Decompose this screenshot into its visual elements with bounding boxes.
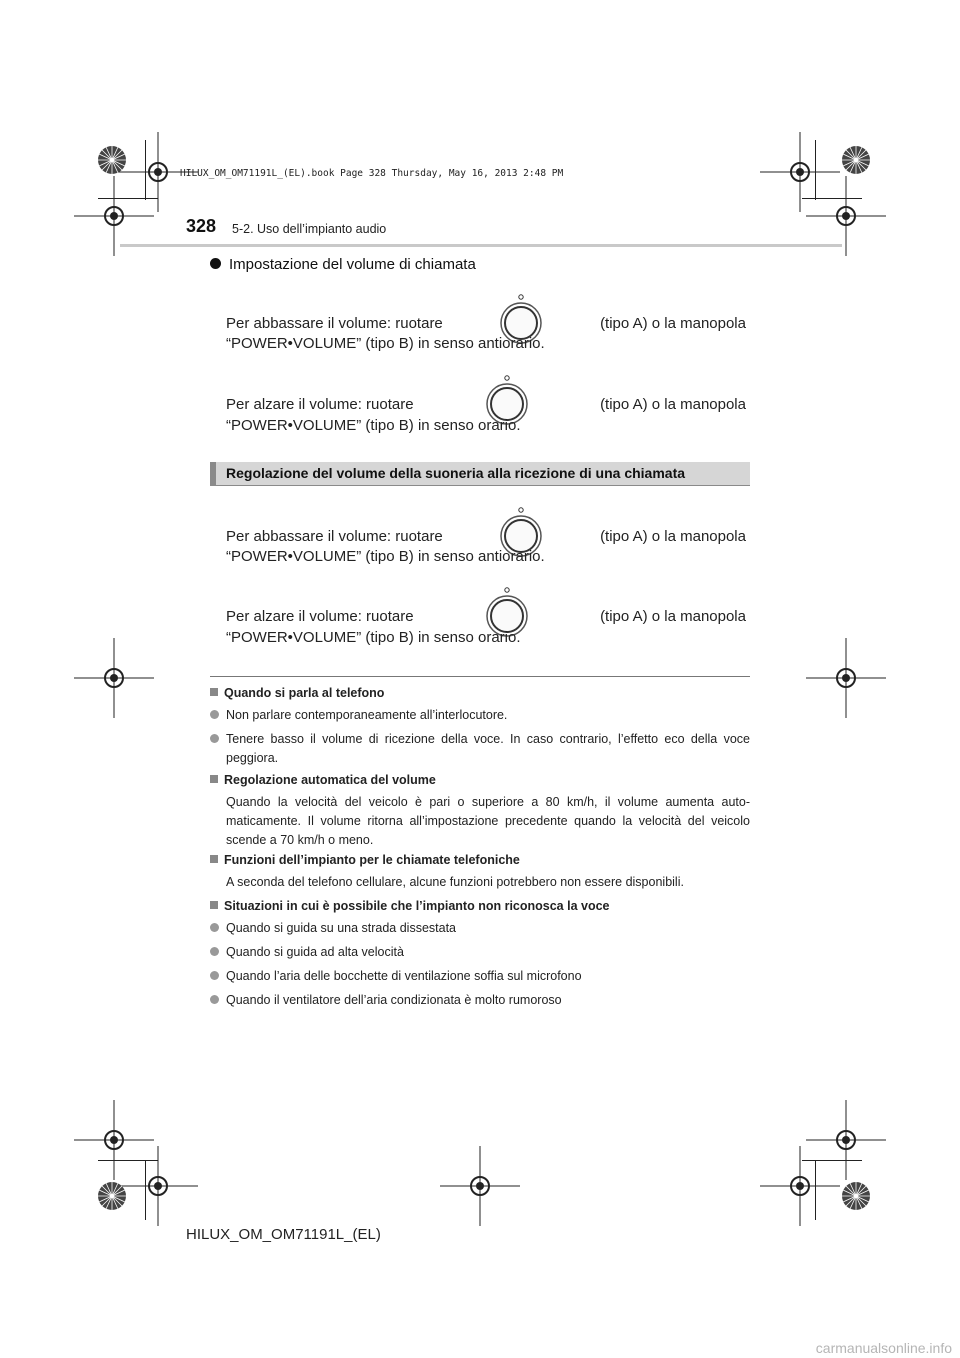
note-phone-call xyxy=(210,684,750,768)
square-bullet-icon xyxy=(210,688,218,696)
note-bullet: Quando si guida su una strada dissestata xyxy=(210,919,750,938)
note-auto-volume xyxy=(210,771,750,850)
ringtone-section-banner: Regolazione del volume della suoneria alla ricezione di una chiamata xyxy=(210,462,750,486)
note-heading: Quando si parla al telefono xyxy=(210,684,750,703)
star-target-icon xyxy=(97,145,127,175)
square-bullet-icon xyxy=(210,775,218,783)
bullet-icon xyxy=(210,971,219,980)
note-text: A seconda del telefono cellulare, alcune funzioni potrebbero non essere disponibili. xyxy=(226,875,684,889)
ring-lower-line2: “POWER•VOLUME” (tipo B) in senso antiorario. xyxy=(226,548,545,565)
square-bullet-icon xyxy=(210,901,218,909)
note-heading: Funzioni dell’impianto per le chiamate telefoniche xyxy=(210,851,750,870)
note-text: Quando la velocità del veicolo è pari o superiore a 80 km/h, il volume aumenta automaticamente. Il volume ritorna all’impostazione precedente quando la velocità del veicolo scende a 70 km/h o meno. xyxy=(226,795,750,847)
call-raise-line2: “POWER•VOLUME” (tipo B) in senso orario. xyxy=(226,417,521,434)
note-bullet: Quando l’aria delle bocchette di ventilazione soffia sul microfono xyxy=(210,967,750,986)
note-bullet: Tenere basso il volume di ricezione della voce. In caso contrario, l’effetto eco della voce peggiora. xyxy=(210,730,750,768)
watermark: carmanualsonline.info xyxy=(815,1340,952,1356)
call-lower-line: Per abbassare il volume: ruotare (tipo A) o la manopola xyxy=(226,303,746,343)
header-rule xyxy=(120,244,842,247)
page-number: 328 xyxy=(186,216,217,236)
note-voice-recognition xyxy=(210,897,750,1010)
note-bullet: Quando il ventilatore dell’aria condizionata è molto rumoroso xyxy=(210,991,750,1010)
star-target-icon xyxy=(97,1181,127,1211)
registration-mark-icon xyxy=(440,1146,520,1226)
call-volume-heading: Impostazione del volume di chiamata xyxy=(210,256,476,273)
bullet-icon xyxy=(210,710,219,719)
registration-mark-icon xyxy=(760,1146,840,1226)
bullet-icon xyxy=(210,734,219,743)
star-target-icon xyxy=(841,145,871,175)
registration-mark-icon xyxy=(118,1146,198,1226)
notes-divider xyxy=(210,676,750,677)
note-heading: Situazioni in cui è possibile che l’impianto non riconosca la voce xyxy=(210,897,750,916)
call-raise-line: Per alzare il volume: ruotare (tipo A) o la manopola xyxy=(226,384,746,424)
ring-raise-line: Per alzare il volume: ruotare (tipo A) o la manopola xyxy=(226,596,746,636)
ring-raise-line2: “POWER•VOLUME” (tipo B) in senso orario. xyxy=(226,629,521,646)
section-title: 5-2. Uso dell’impianto audio xyxy=(232,222,387,236)
book-slug: HILUX_OM_OM71191L_(EL).book Page 328 Thursday, May 16, 2013 2:48 PM xyxy=(180,168,564,179)
registration-mark-icon xyxy=(74,638,154,718)
registration-mark-icon xyxy=(806,638,886,718)
call-lower-line2: “POWER•VOLUME” (tipo B) in senso antiorario. xyxy=(226,335,545,352)
note-bullet: Quando si guida ad alta velocità xyxy=(210,943,750,962)
star-target-icon xyxy=(841,1181,871,1211)
bullet-icon xyxy=(210,995,219,1004)
note-phone-functions xyxy=(210,851,750,892)
note-heading: Regolazione automatica del volume xyxy=(210,771,750,790)
bullet-icon xyxy=(210,258,221,269)
note-bullet: Non parlare contemporaneamente all’interlocutore. xyxy=(210,706,750,725)
ring-lower-line: Per abbassare il volume: ruotare (tipo A) o la manopola xyxy=(226,516,746,556)
footer-doc-code: HILUX_OM_OM71191L_(EL) xyxy=(186,1226,381,1243)
bullet-icon xyxy=(210,923,219,932)
square-bullet-icon xyxy=(210,855,218,863)
bullet-icon xyxy=(210,947,219,956)
